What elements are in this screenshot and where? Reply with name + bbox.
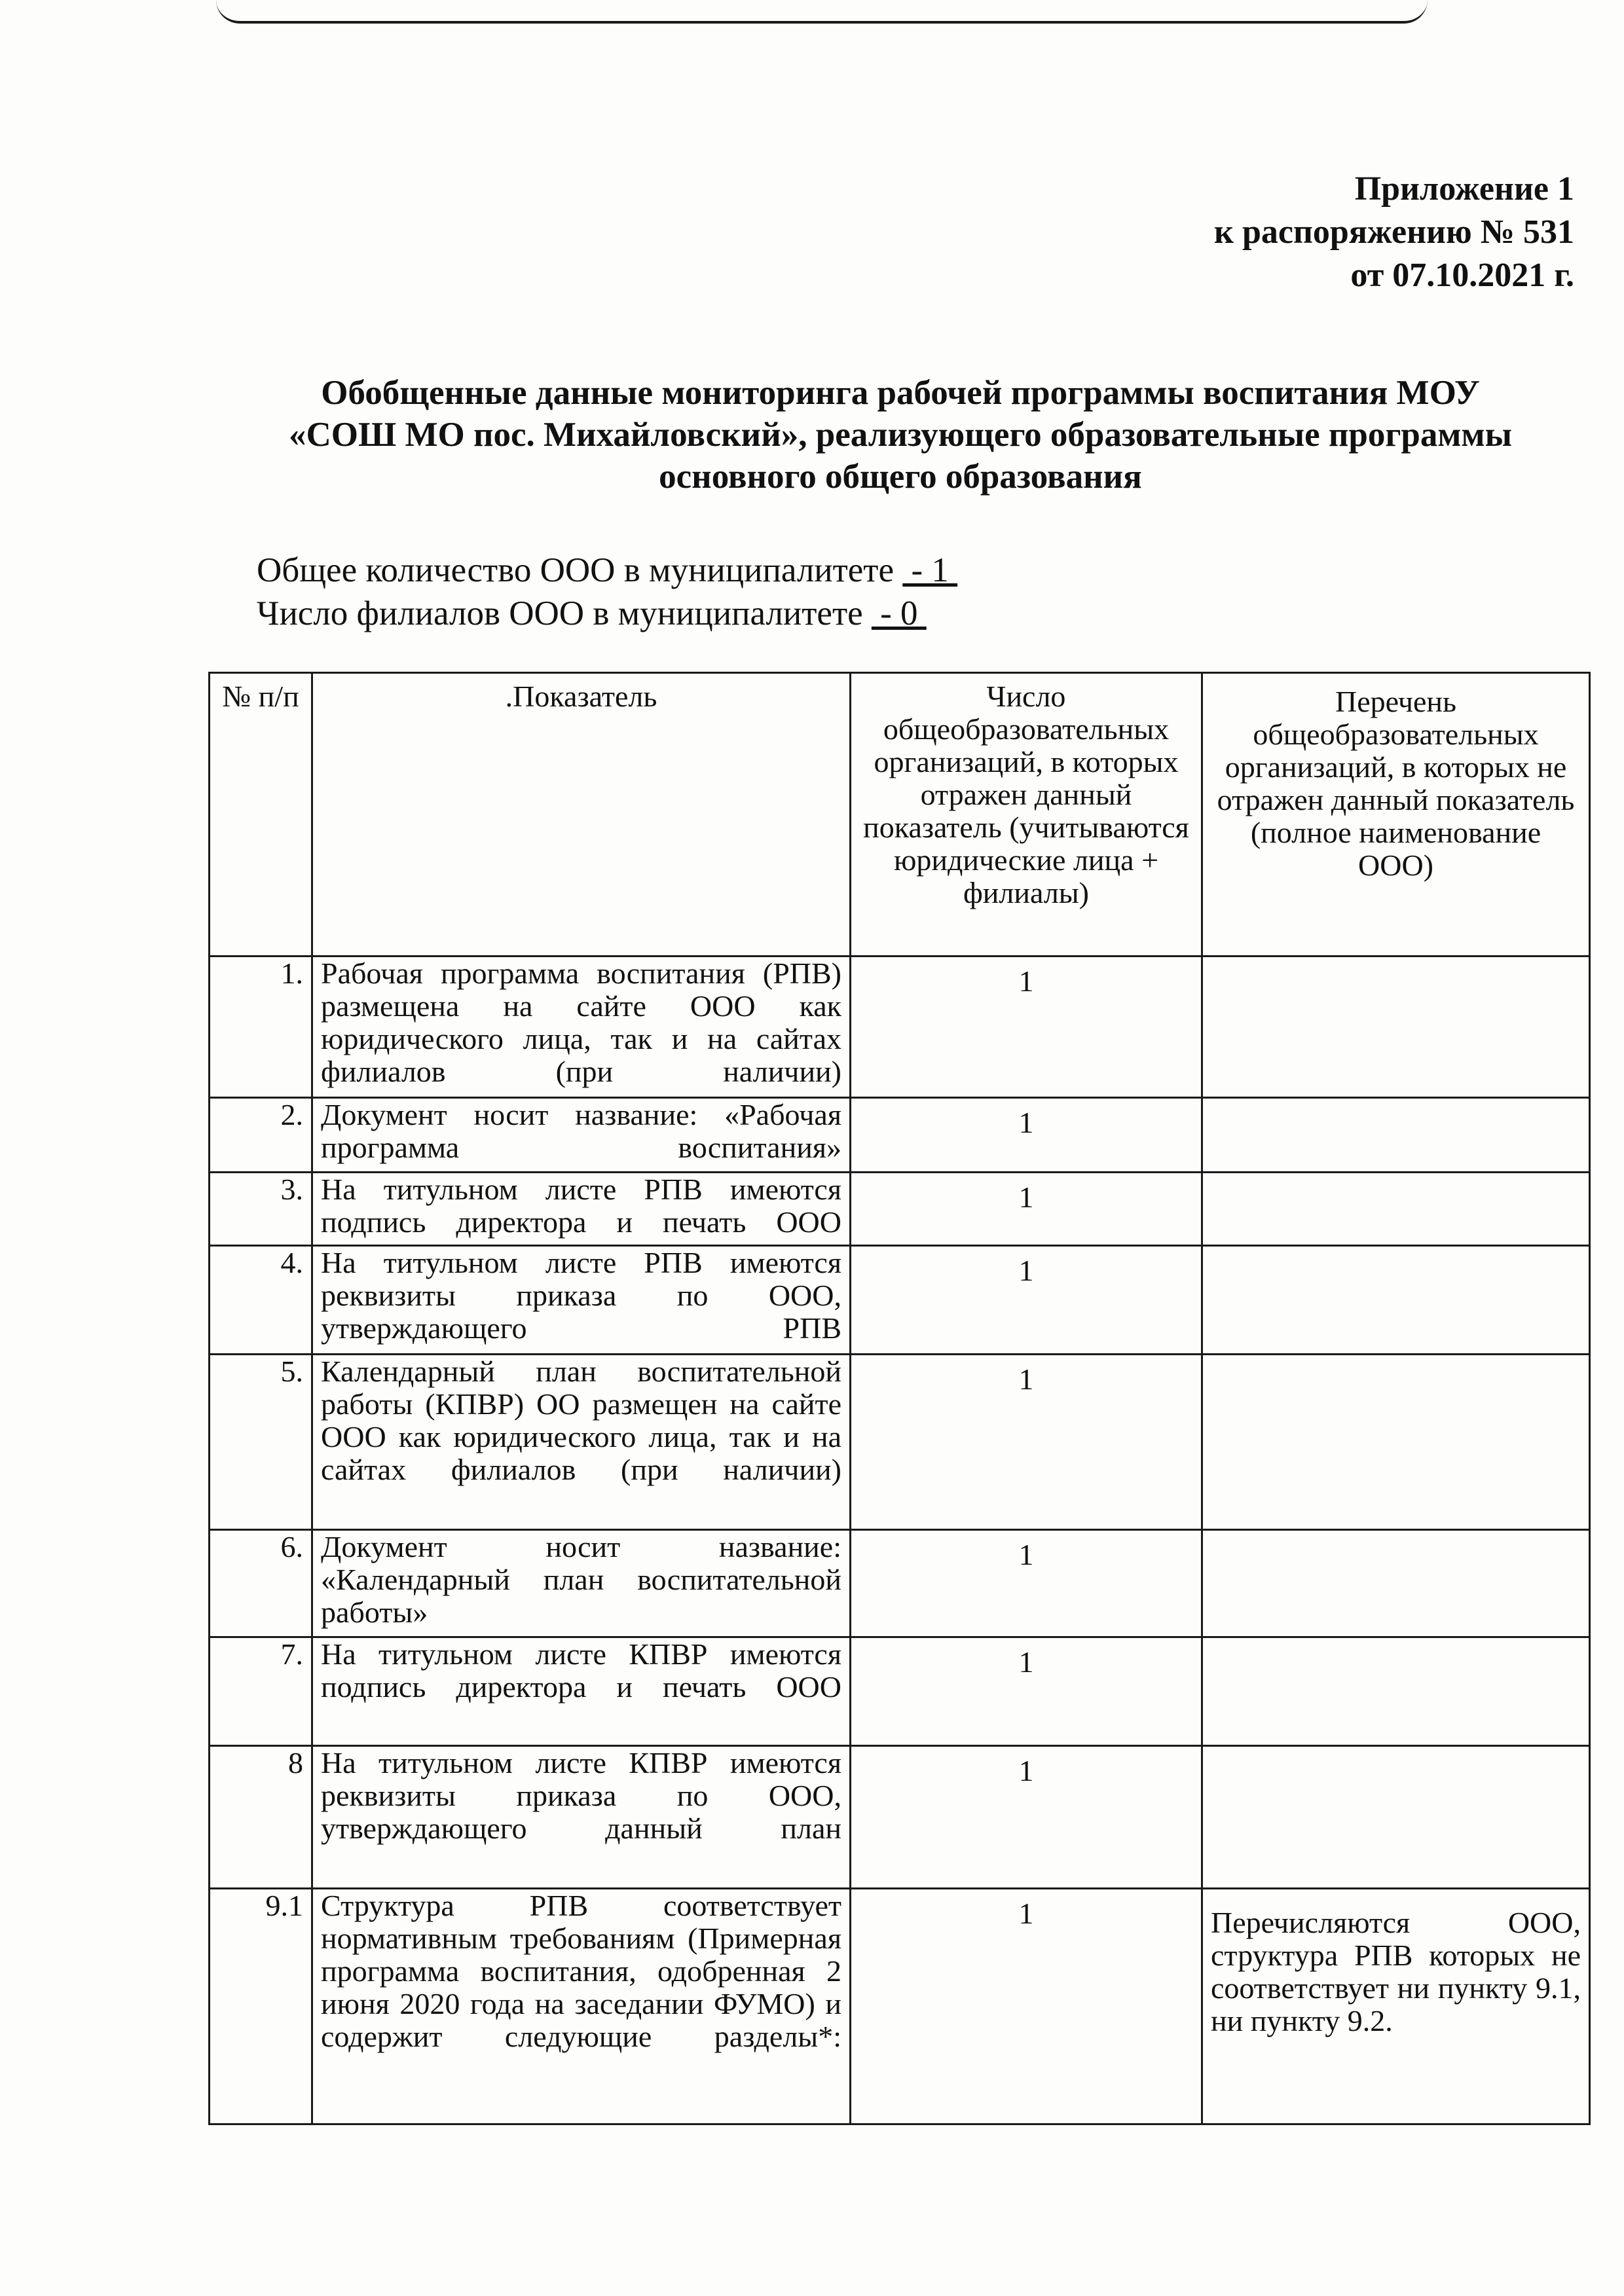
row-num: 6.	[210, 1530, 312, 1637]
title-line-2: «СОШ МО пос. Михайловский», реализующего образовательные программы	[289, 416, 1512, 454]
appendix-date: от 07.10.2021 г.	[1350, 257, 1574, 294]
row-count	[851, 1246, 1202, 1355]
header-indicator: .Показатель	[312, 673, 851, 957]
row-list	[1202, 1173, 1590, 1246]
row-count	[851, 1173, 1202, 1246]
row-list	[1202, 1355, 1590, 1530]
row-count-value: 1	[1018, 1180, 1034, 1214]
row-count-value: 1	[1018, 1362, 1034, 1396]
row-count	[851, 1889, 1202, 2124]
row-num: 1.	[210, 957, 312, 1098]
document-title	[196, 372, 1604, 498]
row-list	[1202, 1746, 1590, 1889]
row-count-value: 1	[1018, 1754, 1034, 1787]
row-count	[851, 957, 1202, 1098]
title-line-1: Обобщенные данные мониторинга рабочей программы воспитания МОУ	[321, 374, 1480, 412]
row-indicator: Рабочая программа воспитания (РПВ) размещена на сайте ООО как юридического лица, так и на сайтах филиалов (при наличии)	[312, 957, 851, 1098]
row-indicator: На титульном листе КПВР имеются подпись директора и печать ООО	[312, 1637, 851, 1746]
table-row	[210, 1530, 1590, 1637]
appendix-order-ref: к распоряжению № 531	[1214, 213, 1574, 251]
row-indicator: Структура РПВ соответствует нормативным требованиям (Примерная программа воспитания, одобренная 2 июня 2020 года на заседании ФУМО) и содержит следующие разделы*:	[312, 1889, 851, 2124]
row-indicator: Календарный план воспитательной работы (КПВР) ОО размещен на сайте ООО как юридического лица, так и на сайтах филиалов (при наличии)	[312, 1355, 851, 1530]
table-row	[210, 1173, 1590, 1246]
row-list	[1202, 1098, 1590, 1173]
row-count	[851, 1530, 1202, 1637]
row-count	[851, 1637, 1202, 1746]
row-num: 3.	[210, 1173, 312, 1246]
header-num: № п/п	[210, 673, 312, 957]
table-row	[210, 1889, 1590, 2124]
row-num: 9.1	[210, 1889, 312, 2124]
branches-label: Число филиалов ООО в муниципалитете	[257, 594, 863, 632]
row-num: 5.	[210, 1355, 312, 1530]
row-num: 8	[210, 1746, 312, 1889]
row-list	[1202, 1246, 1590, 1355]
row-count-value: 1	[1018, 964, 1034, 998]
table-header-row	[210, 673, 1590, 957]
row-indicator: На титульном листе КПВР имеются реквизиты приказа по ООО, утверждающего данный план	[312, 1746, 851, 1889]
branches-line	[257, 592, 957, 635]
row-count	[851, 1746, 1202, 1889]
summary-counts	[257, 549, 957, 635]
row-count-value: 1	[1018, 1254, 1034, 1287]
table-row	[210, 1637, 1590, 1746]
total-schools-value: - 1	[902, 551, 958, 589]
row-count	[851, 1355, 1202, 1530]
row-count-value: 1	[1018, 1645, 1034, 1679]
appendix-number: Приложение 1	[1354, 170, 1574, 208]
monitoring-table	[208, 672, 1591, 2125]
table-row	[210, 1355, 1590, 1530]
total-schools-label: Общее количество ООО в муниципалитете	[257, 551, 894, 589]
row-indicator: На титульном листе РПВ имеются подпись директора и печать ООО	[312, 1173, 851, 1246]
row-indicator: На титульном листе РПВ имеются реквизиты приказа по ООО, утверждающего РПВ	[312, 1246, 851, 1355]
total-schools-line	[257, 549, 957, 592]
row-list: Перечисляются ООО, структура РПВ которых не соответствует ни пункту 9.1, ни пункту 9.2.	[1202, 1889, 1590, 2124]
row-indicator: Документ носит название: «Календарный план воспитательной работы»	[312, 1530, 851, 1637]
table-row	[210, 957, 1590, 1098]
row-count	[851, 1098, 1202, 1173]
row-num: 4.	[210, 1246, 312, 1355]
row-list	[1202, 1637, 1590, 1746]
scan-edge-line	[216, 0, 1428, 24]
table-row	[210, 1246, 1590, 1355]
table-row	[210, 1746, 1590, 1889]
appendix-heading	[1214, 168, 1574, 297]
row-list	[1202, 1530, 1590, 1637]
row-count-value: 1	[1018, 1106, 1034, 1139]
header-count: Число общеобразовательных организаций, в которых отражен данный показатель (учитываются юридические лица + филиалы)	[851, 673, 1202, 957]
table-row	[210, 1098, 1590, 1173]
branches-value: - 0	[871, 594, 927, 632]
header-list: Перечень общеобразовательных организаций, в которых не отражен данный показатель (полное наименование ООО)	[1202, 673, 1590, 957]
row-count-value: 1	[1018, 1897, 1034, 1930]
row-num: 7.	[210, 1637, 312, 1746]
title-line-3: основного общего образования	[659, 458, 1142, 496]
row-list	[1202, 957, 1590, 1098]
row-indicator: Документ носит название: «Рабочая программа воспитания»	[312, 1098, 851, 1173]
row-num: 2.	[210, 1098, 312, 1173]
row-count-value: 1	[1018, 1538, 1034, 1571]
